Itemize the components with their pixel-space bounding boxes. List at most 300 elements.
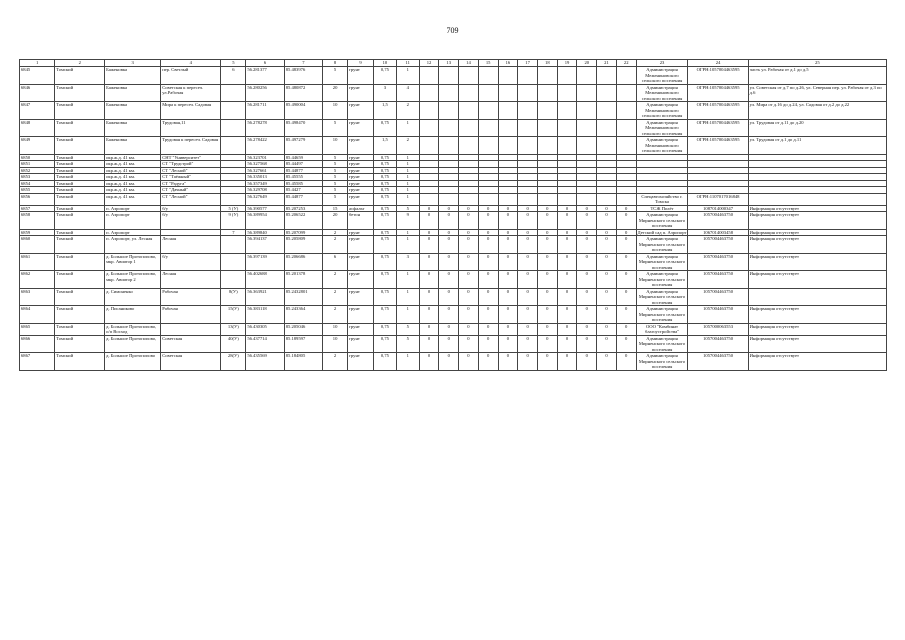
table-cell: Томский — [55, 271, 105, 289]
column-header: 25 — [748, 60, 886, 67]
column-header: 5 — [221, 60, 246, 67]
table-cell — [221, 236, 246, 254]
table-cell: 0 — [597, 306, 617, 324]
table-cell: 56.278278 — [246, 119, 284, 137]
table-cell: грунт — [348, 67, 374, 85]
table-cell: 0 — [557, 271, 577, 289]
header-row — [20, 60, 887, 67]
table-cell: 0 — [537, 288, 557, 306]
table-cell — [577, 137, 597, 155]
table-cell — [439, 102, 459, 120]
table-cell: 0 — [498, 212, 518, 230]
table-cell: 1 — [396, 67, 419, 85]
table-cell: 0 — [498, 353, 518, 371]
table-cell: 0 — [459, 212, 479, 230]
table-cell: грунт — [348, 174, 374, 181]
table-cell: 0,75 — [373, 306, 396, 324]
table-cell — [557, 193, 577, 205]
table-cell: ОГРН:1057004463595 — [688, 67, 748, 85]
table-cell: 0 — [577, 205, 597, 212]
table-cell: 56.327649 — [246, 193, 284, 205]
table-cell: Томский — [55, 335, 105, 353]
table-cell: 0,75 — [373, 167, 396, 174]
table-cell: 0 — [459, 205, 479, 212]
table-cell: 85.4427 — [284, 187, 322, 194]
table-cell: грунт — [348, 335, 374, 353]
table-cell — [419, 84, 439, 102]
table-cell: 0 — [498, 253, 518, 271]
table-cell: 0,75 — [373, 353, 396, 371]
table-row — [20, 236, 887, 254]
table-cell: п. Аэропорт — [105, 205, 161, 212]
table-cell — [459, 137, 479, 155]
table-cell: 0 — [597, 288, 617, 306]
table-cell: Рабочая — [161, 306, 221, 324]
table-cell: д. Большое Протопопово, — [105, 335, 161, 353]
table-cell: 0 — [537, 306, 557, 324]
table-cell: 6856 — [20, 193, 55, 205]
table-cell — [557, 67, 577, 85]
table-cell: 6854 — [20, 180, 55, 187]
table-cell: СТ "Лесной" — [161, 193, 221, 205]
table-cell: 0 — [597, 205, 617, 212]
table-cell: 0 — [537, 271, 557, 289]
table-cell: Томский — [55, 137, 105, 155]
table-cell: Баженовка — [105, 119, 161, 137]
table-cell: 0 — [597, 353, 617, 371]
table-cell: Томский — [55, 102, 105, 120]
table-cell: 85.497279 — [284, 137, 322, 155]
table-cell: окр.ж.д. 41 км. — [105, 174, 161, 181]
table-cell — [221, 137, 246, 155]
table-cell: 5 — [323, 174, 348, 181]
table-cell: Томский — [55, 187, 105, 194]
table-cell: 0 — [616, 335, 636, 353]
table-cell — [419, 102, 439, 120]
table-cell — [459, 193, 479, 205]
table-cell: 0 — [597, 335, 617, 353]
table-cell: п. Аэропорт, ул. Лесная — [105, 236, 161, 254]
table-cell: 0,75 — [373, 288, 396, 306]
table-cell: 1057004463750 — [688, 271, 748, 289]
table-cell: 6865 — [20, 323, 55, 335]
table-cell: ул. Мира от д.16 до д.24, ул. Садовая от д.2 до д.22 — [748, 102, 886, 120]
table-cell: 6845 — [20, 67, 55, 85]
table-cell: 1057004463750 — [688, 212, 748, 230]
table-cell: 0 — [616, 236, 636, 254]
table-cell: 0 — [439, 271, 459, 289]
table-cell: Томский — [55, 229, 105, 236]
table-cell: 0 — [419, 253, 439, 271]
table-cell: Администрация Межениновского сельского поселения — [636, 102, 688, 120]
table-cell: 0 — [478, 229, 498, 236]
column-header: 12 — [419, 60, 439, 67]
table-cell: 6848 — [20, 119, 55, 137]
table-cell — [748, 288, 886, 306]
column-header: 8 — [323, 60, 348, 67]
table-cell: 5 (У) — [221, 205, 246, 212]
table-cell: ул. Советская от д.7 по д.26, ул. Северная пер. ул. Рабочая от д.3 по д.6 — [748, 84, 886, 102]
table-cell: ООО "Комбинат благоустройства" — [636, 323, 688, 335]
table-row — [20, 193, 887, 205]
table-cell: часть ул. Рабочая от д.1 до д.5 — [748, 67, 886, 85]
table-cell: 56.383118 — [246, 306, 284, 324]
table-cell: Администрация Мирненского сельского поселения — [636, 236, 688, 254]
table-cell: 0 — [597, 253, 617, 271]
table-cell — [616, 193, 636, 205]
table-cell: окр.ж.д. 41 км. — [105, 161, 161, 168]
table-cell: 1057004463750 — [688, 335, 748, 353]
table-cell — [557, 102, 577, 120]
table-cell: 0 — [537, 323, 557, 335]
table-cell: Трудовая к пересеч. Садовая — [161, 137, 221, 155]
table-row — [20, 335, 887, 353]
table-cell — [616, 67, 636, 85]
table-cell: СТ "Лесной" — [161, 167, 221, 174]
table-cell: 0,75 — [373, 335, 396, 353]
table-cell: окр.ж.д. 41 км. — [105, 193, 161, 205]
table-cell: Информация отсутствует — [748, 212, 886, 230]
table-cell: 0 — [498, 306, 518, 324]
table-cell: 0 — [577, 288, 597, 306]
table-cell: СТ "Дачный" — [161, 187, 221, 194]
table-cell: 6861 — [20, 253, 55, 271]
table-cell: 1057004463750 — [688, 253, 748, 271]
table-cell — [498, 193, 518, 205]
table-cell: б/у — [161, 205, 221, 212]
table-cell — [597, 137, 617, 155]
table-cell — [221, 84, 246, 102]
table-cell — [616, 119, 636, 137]
table-cell: Томский — [55, 306, 105, 324]
table-cell: 1057004463750 — [688, 353, 748, 371]
table-cell: 0 — [419, 353, 439, 371]
table-cell: 0 — [459, 288, 479, 306]
table-cell: грунт — [348, 137, 374, 155]
table-cell: 20 — [323, 84, 348, 102]
column-header: 18 — [537, 60, 557, 67]
table-cell — [459, 102, 479, 120]
column-header: 7 — [284, 60, 322, 67]
table-cell: 0 — [439, 229, 459, 236]
table-cell: 2 — [323, 288, 348, 306]
table-row — [20, 84, 887, 102]
table-cell: д. Симоненко — [105, 288, 161, 306]
table-cell: 6 — [221, 67, 246, 85]
table-cell: СТ "Трудстрой" — [161, 161, 221, 168]
table-cell: 0,75 — [373, 253, 396, 271]
table-cell: б/у — [161, 253, 221, 271]
table-cell: 0 — [616, 271, 636, 289]
table-cell: 5 — [323, 67, 348, 85]
table-cell: 2 — [396, 137, 419, 155]
table-cell — [498, 67, 518, 85]
table-cell: 0 — [518, 323, 538, 335]
table-cell: 6862 — [20, 271, 55, 289]
table-cell: 0 — [478, 335, 498, 353]
table-cell: 0 — [597, 271, 617, 289]
table-cell: 0 — [518, 212, 538, 230]
table-row — [20, 67, 887, 85]
column-header: 3 — [105, 60, 161, 67]
table-cell — [597, 67, 617, 85]
table-cell: 0 — [439, 253, 459, 271]
table-cell: 1 — [396, 119, 419, 137]
table-cell: 6864 — [20, 306, 55, 324]
table-cell: 56.389840 — [246, 229, 284, 236]
table-cell — [518, 84, 538, 102]
table-cell: грунт — [348, 167, 374, 174]
table-cell: Спецавтохозяйство г. Томска — [636, 193, 688, 205]
table-cell: Администрация Мирненского сельского поселения — [636, 253, 688, 271]
table-cell: 9 — [396, 212, 419, 230]
table-cell: 0 — [577, 353, 597, 371]
table-cell: 56.435569 — [246, 353, 284, 371]
table-row — [20, 323, 887, 335]
table-cell: 56.437714 — [246, 335, 284, 353]
table-cell: грунт — [348, 353, 374, 371]
table-cell: 0,75 — [373, 193, 396, 205]
table-cell: Томский — [55, 84, 105, 102]
table-cell: 0,75 — [373, 154, 396, 161]
table-row — [20, 353, 887, 371]
table-cell: 0 — [419, 271, 439, 289]
table-cell — [537, 137, 557, 155]
table-cell: 0 — [419, 323, 439, 335]
table-cell: 0 — [439, 205, 459, 212]
table-cell: Томский — [55, 167, 105, 174]
table-cell: 2 — [323, 353, 348, 371]
table-cell: окр.ж.д. 41 км. — [105, 167, 161, 174]
table-cell: 0 — [439, 306, 459, 324]
table-cell: 9 (У) — [221, 212, 246, 230]
table-cell: 56.389954 — [246, 212, 284, 230]
table-cell: 10 — [323, 323, 348, 335]
table-cell: 0,75 — [373, 119, 396, 137]
table-cell: 5 — [396, 335, 419, 353]
column-header: 2 — [55, 60, 105, 67]
table-cell: 85.2432801 — [284, 288, 322, 306]
table-cell: 6867 — [20, 353, 55, 371]
table-cell: Информация отсутствует — [748, 306, 886, 324]
table-cell: 5 — [323, 167, 348, 174]
column-header: 10 — [373, 60, 396, 67]
table-cell: 0 — [459, 306, 479, 324]
table-cell: 0 — [439, 236, 459, 254]
table-cell: ОГРН:1057004463595 — [688, 102, 748, 120]
table-cell: 85.45585 — [284, 180, 322, 187]
table-cell: грунт — [348, 253, 374, 271]
table-cell: 0 — [597, 229, 617, 236]
table-cell: 0 — [537, 229, 557, 236]
table-cell: 6858 — [20, 212, 55, 230]
table-cell: Детский сад п. Аэропорт — [637, 229, 687, 235]
table-cell: 1 — [396, 306, 419, 324]
table-cell — [439, 84, 459, 102]
table-cell: 1067014003458 — [688, 229, 748, 236]
register-table — [19, 59, 887, 371]
table-cell: 0 — [459, 335, 479, 353]
table-cell: 0,75 — [373, 161, 396, 168]
table-cell: грунт — [348, 323, 374, 335]
table-cell: 85.44877 — [284, 193, 322, 205]
table-cell — [557, 84, 577, 102]
table-cell: асфальт — [348, 205, 374, 212]
table-cell: 0 — [537, 353, 557, 371]
table-cell: Администрация Межениновского сельского поселения — [636, 137, 688, 155]
column-header: 1 — [20, 60, 55, 67]
table-cell — [419, 67, 439, 85]
table-cell: 0 — [557, 306, 577, 324]
table-cell: 0 — [518, 205, 538, 212]
table-cell — [221, 193, 246, 205]
table-cell: 85.498470 — [284, 119, 322, 137]
table-cell: Информация отсутствует — [748, 323, 886, 335]
table-cell: 0 — [537, 212, 557, 230]
table-cell: Информация отсутствует — [748, 253, 886, 271]
table-cell: 0 — [537, 205, 557, 212]
table-cell: 8(У) — [221, 288, 246, 306]
table-row — [20, 137, 887, 155]
table-cell: 0 — [518, 253, 538, 271]
column-header: 17 — [518, 60, 538, 67]
table-cell — [478, 119, 498, 137]
table-cell: 0,75 — [373, 187, 396, 194]
table-cell: Баженовка — [105, 137, 161, 155]
table-row — [20, 102, 887, 120]
table-cell: 0,75 — [373, 271, 396, 289]
table-cell: ОГРН:1057004463595 — [688, 84, 748, 102]
table-cell: 2 — [396, 102, 419, 120]
table-cell: 56.357349 — [246, 180, 284, 187]
table-cell: ОГРН:1057004463595 — [688, 119, 748, 137]
column-header: 6 — [246, 60, 284, 67]
table-cell: 0,75 — [373, 212, 396, 230]
table-cell: 3 — [396, 253, 419, 271]
table-cell: Томский — [55, 193, 105, 205]
table-cell: 1,5 — [373, 137, 396, 155]
table-cell: 85.490004 — [284, 102, 322, 120]
table-cell: 0 — [478, 323, 498, 335]
table-row — [20, 306, 887, 324]
table-cell: ОГРН:1057004463595 — [688, 137, 748, 155]
table-cell: окр.ж.д. 41 км. — [105, 187, 161, 194]
table-cell: грунт — [348, 271, 374, 289]
table-cell: 0 — [537, 253, 557, 271]
column-header: 23 — [636, 60, 688, 67]
table-cell: Администрация Мирненского сельского поселения — [636, 335, 688, 353]
table-cell — [439, 137, 459, 155]
table-cell: 6860 — [20, 236, 55, 254]
table-cell: 0 — [577, 253, 597, 271]
table-cell — [537, 84, 557, 102]
table-cell: 6850 — [20, 154, 55, 161]
table-cell: Томский — [55, 67, 105, 85]
table-cell: Рабочая — [161, 288, 221, 306]
table-cell — [498, 84, 518, 102]
table-row — [20, 271, 887, 289]
table-cell — [439, 119, 459, 137]
table-cell: 0 — [616, 205, 636, 212]
table-cell — [597, 193, 617, 205]
table-cell — [557, 119, 577, 137]
table-cell: бетон — [348, 212, 374, 230]
table-cell: 1 — [396, 353, 419, 371]
table-cell: 1057004463750 — [688, 306, 748, 324]
table-cell: Томский — [55, 236, 105, 254]
table-cell: 0 — [557, 323, 577, 335]
table-cell: 56.329708 — [246, 187, 284, 194]
table-cell: д. Большое Протопопово, о/п Восход — [105, 323, 161, 335]
table-cell: Трудовая,11 — [161, 119, 221, 137]
table-cell: 0 — [597, 323, 617, 335]
table-row — [20, 212, 887, 230]
table-cell: 0 — [557, 353, 577, 371]
table-cell: 1 — [396, 288, 419, 306]
table-cell: 0 — [518, 229, 538, 236]
table-cell — [221, 271, 246, 289]
table-cell: 0 — [478, 306, 498, 324]
table-cell: 0 — [518, 288, 538, 306]
table-cell: 0 — [459, 253, 479, 271]
table-cell: 0 — [498, 288, 518, 306]
table-cell: 15 — [323, 205, 348, 212]
table-cell: 85.483976 — [284, 67, 322, 85]
table-cell: 2 — [323, 236, 348, 254]
table-cell: 0 — [577, 229, 597, 236]
table-cell: 0 — [557, 229, 577, 236]
table-cell: 1057004463750 — [688, 236, 748, 254]
table-cell: 10 — [323, 137, 348, 155]
table-cell: Администрация Мирненского сельского поселения — [636, 353, 688, 371]
table-cell: Томский — [55, 161, 105, 168]
table-cell: 0 — [478, 353, 498, 371]
table-cell: 0 — [478, 271, 498, 289]
table-cell — [161, 323, 221, 335]
table-cell: ТСЖ Полёт — [636, 205, 688, 212]
table-cell: 0 — [439, 323, 459, 335]
table-cell: 85.206686 — [284, 253, 322, 271]
table-cell: Администрация Межениновского сельского поселения — [636, 84, 688, 102]
table-cell: Томский — [55, 323, 105, 335]
table-cell: д. Писаниково — [105, 306, 161, 324]
table-cell: ул. Трудовая от д.11 до д.20 — [748, 119, 886, 137]
table-cell: Томский — [55, 119, 105, 137]
table-cell: 6863 — [20, 288, 55, 306]
table-cell: 0 — [616, 306, 636, 324]
column-header: 11 — [396, 60, 419, 67]
table-cell: 0 — [616, 212, 636, 230]
table-cell — [577, 193, 597, 205]
table-cell: 0,75 — [373, 236, 396, 254]
table-cell: 0 — [419, 335, 439, 353]
table-row — [20, 253, 887, 271]
table-cell — [221, 253, 246, 271]
table-row — [20, 119, 887, 137]
table-cell — [537, 119, 557, 137]
table-cell — [537, 102, 557, 120]
table-cell: 0 — [459, 353, 479, 371]
table-cell: 6846 — [20, 84, 55, 102]
table-cell: 0 — [557, 288, 577, 306]
table-cell: 0 — [557, 253, 577, 271]
table-cell: грунт — [348, 180, 374, 187]
table-cell: Томский — [55, 288, 105, 306]
table-cell: 0 — [478, 212, 498, 230]
table-cell: д. Большое Протопопово, мкр. Авиатор 2 — [105, 271, 161, 289]
column-header: 9 — [348, 60, 374, 67]
table-cell — [439, 193, 459, 205]
